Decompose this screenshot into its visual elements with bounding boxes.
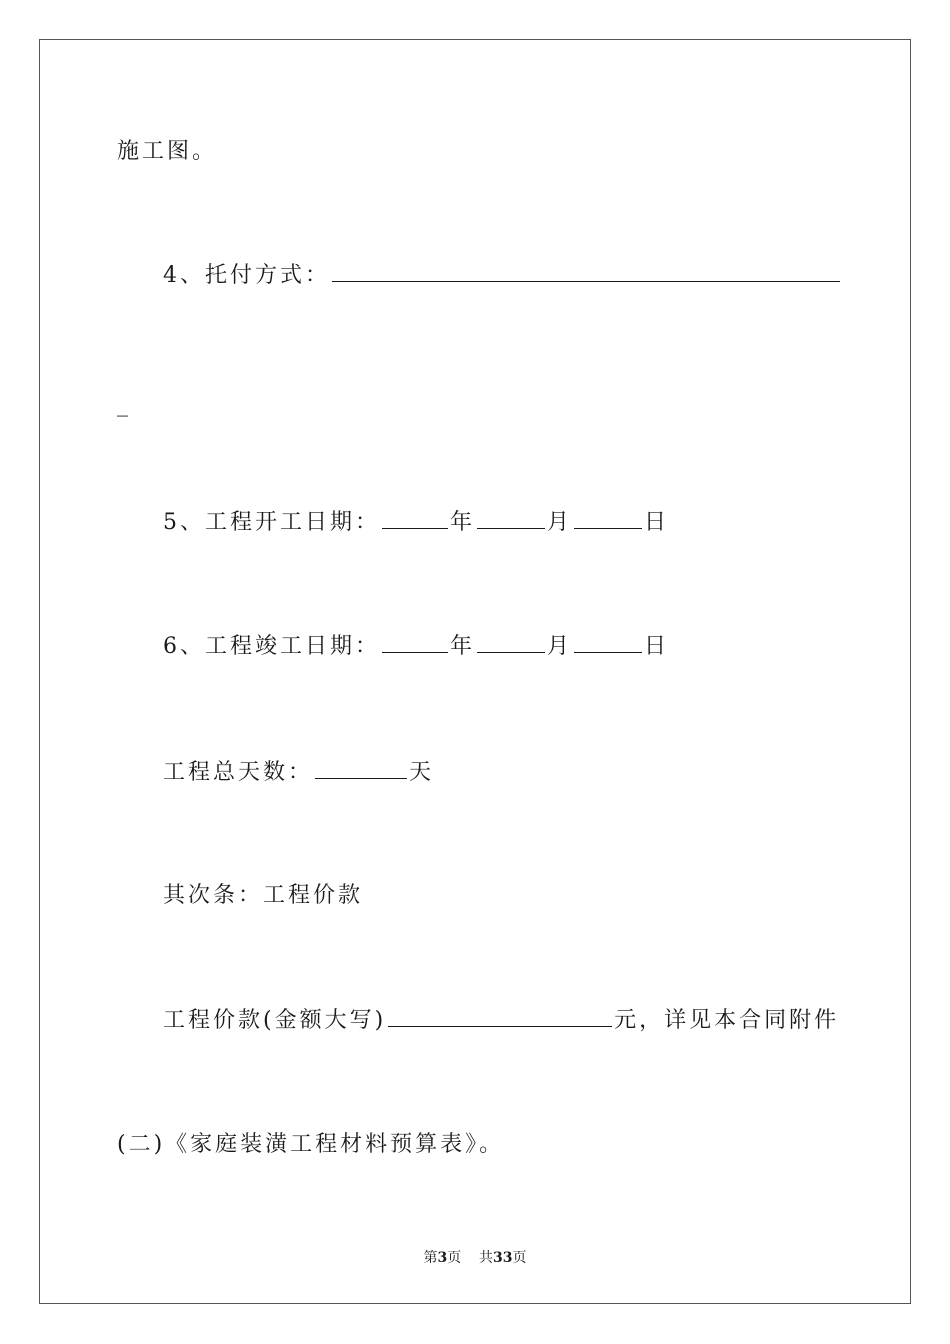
completion-date-label: 6、工程竣工日期： xyxy=(163,634,380,659)
text-line-start-date xyxy=(163,508,669,538)
completion-year-label: 年 xyxy=(450,634,476,659)
text-line-article-2-heading: 其次条：工程价款 xyxy=(163,883,364,908)
text-line-completion-date xyxy=(163,632,669,662)
text-line-contract-price xyxy=(163,1006,839,1036)
completion-month-blank xyxy=(477,634,545,653)
page-frame xyxy=(39,39,911,1304)
total-days-blank xyxy=(315,760,407,779)
start-date-label: 5、工程开工日期： xyxy=(163,510,380,535)
start-month-blank xyxy=(477,510,545,529)
completion-month-label: 月 xyxy=(547,634,573,659)
footer-page-label-a: 第 xyxy=(423,1250,438,1266)
start-day-label: 日 xyxy=(644,510,670,535)
contract-price-suffix: 元，详见本合同附件 xyxy=(614,1008,840,1033)
delivery-method-blank xyxy=(332,263,840,282)
start-month-label: 月 xyxy=(547,510,573,535)
completion-year-blank xyxy=(382,634,448,653)
start-year-label: 年 xyxy=(450,510,476,535)
total-days-label: 工程总天数： xyxy=(163,760,314,785)
text-line-delivery-method xyxy=(163,261,842,291)
footer-page-label-b: 页 xyxy=(447,1250,462,1266)
footer-page-total: 33 xyxy=(493,1250,513,1266)
text-line-budget-table-ref: (二)《家庭装潢工程材料预算表》。 xyxy=(117,1132,505,1157)
delivery-method-label: 4、托付方式： xyxy=(163,263,330,288)
start-day-blank xyxy=(574,510,642,529)
footer-page-current: 3 xyxy=(437,1250,448,1266)
contract-price-label: 工程价款(金额大写) xyxy=(163,1008,387,1033)
text-line-underscore: _ xyxy=(117,392,131,417)
text-line-total-days xyxy=(163,758,434,788)
footer-total-label-b: 页 xyxy=(512,1250,527,1266)
total-days-unit: 天 xyxy=(409,760,435,785)
completion-day-blank xyxy=(574,634,642,653)
page-footer xyxy=(0,1247,950,1267)
contract-price-blank xyxy=(388,1008,612,1027)
completion-day-label: 日 xyxy=(644,634,670,659)
text-line-construction-drawing: 施工图。 xyxy=(117,139,218,164)
start-year-blank xyxy=(382,510,448,529)
footer-total-label-a: 共 xyxy=(479,1250,494,1266)
